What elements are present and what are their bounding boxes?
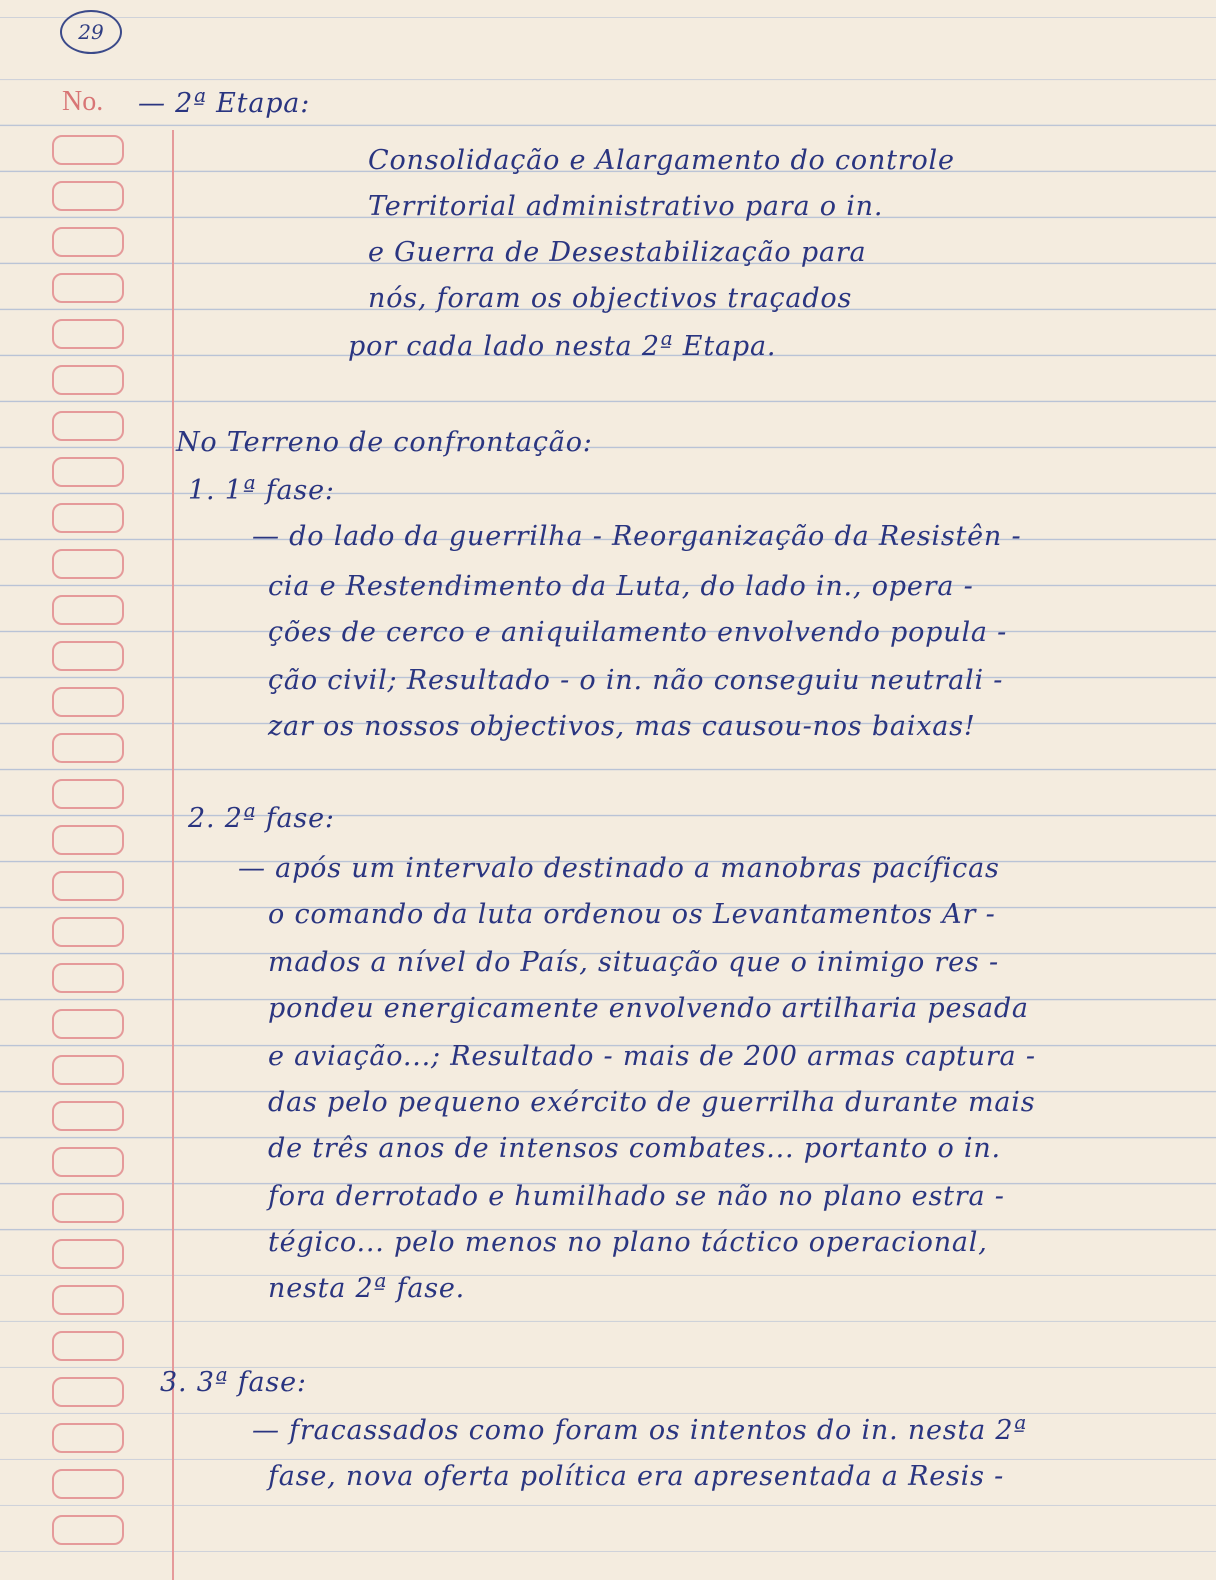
binding-hole	[52, 411, 124, 441]
text-line: nesta 2ª fase.	[268, 1273, 466, 1304]
binding-hole	[52, 825, 124, 855]
text-line: mados a nível do País, situação que o inimigo res -	[268, 947, 999, 978]
text-line: e aviação...; Resultado - mais de 200 armas captura -	[268, 1041, 1036, 1072]
binding-hole	[52, 549, 124, 579]
header-no-label: No.	[62, 86, 104, 117]
binding-hole	[52, 503, 124, 533]
page-number-circle: 29	[60, 10, 122, 54]
text-line: das pelo pequeno exército de guerrilha durante mais	[268, 1087, 1036, 1118]
binding-hole	[52, 319, 124, 349]
text-line: — após um intervalo destinado a manobras pacíficas	[238, 853, 1000, 884]
text-line: — fracassados como foram os intentos do in. nesta 2ª	[252, 1415, 1027, 1446]
phase-heading: 1. 1ª fase:	[188, 475, 335, 506]
binding-hole	[52, 1147, 124, 1177]
text-line: o comando da luta ordenou os Levantamentos Ar -	[268, 899, 996, 930]
binding-hole	[52, 457, 124, 487]
binding-hole	[52, 365, 124, 395]
binding-hole	[52, 687, 124, 717]
text-line: Territorial administrativo para o in.	[368, 191, 884, 222]
text-line: fase, nova oferta política era apresentada a Resis -	[268, 1461, 1005, 1492]
text-line: e Guerra de Desestabilização para	[368, 237, 867, 268]
margin-line	[172, 130, 174, 1580]
binding-hole	[52, 1009, 124, 1039]
text-line: de três anos de intensos combates... portanto o in.	[268, 1133, 1001, 1164]
binding-hole	[52, 1055, 124, 1085]
etapa-heading: — 2ª Etapa:	[138, 88, 311, 119]
binding-hole	[52, 733, 124, 763]
text-line: zar os nossos objectivos, mas causou-nos baixas!	[268, 711, 976, 742]
text-line: pondeu energicamente envolvendo artilharia pesada	[268, 993, 1029, 1024]
text-line: nós, foram os objectivos traçados	[368, 283, 853, 314]
binding-hole	[52, 1101, 124, 1131]
binding-hole	[52, 1469, 124, 1499]
binding-hole	[52, 273, 124, 303]
binding-hole	[52, 871, 124, 901]
phase-heading: 2. 2ª fase:	[188, 803, 335, 834]
text-line: ção civil; Resultado - o in. não conseguiu neutrali -	[268, 665, 1004, 696]
binding-hole	[52, 227, 124, 257]
binding-hole	[52, 917, 124, 947]
binding-hole	[52, 1331, 124, 1361]
binding-hole	[52, 963, 124, 993]
text-line: — do lado da guerrilha - Reorganização da Resistên -	[252, 521, 1022, 552]
binding-hole	[52, 181, 124, 211]
binding-hole	[52, 779, 124, 809]
phase-heading: 3. 3ª fase:	[160, 1367, 307, 1398]
text-line: ções de cerco e aniquilamento envolvendo popula -	[268, 617, 1008, 648]
binding-hole	[52, 1515, 124, 1545]
binding-hole	[52, 1377, 124, 1407]
binding-hole	[52, 1193, 124, 1223]
text-line: cia e Restendimento da Luta, do lado in., opera -	[268, 571, 974, 602]
text-line: Consolidação e Alargamento do controle	[368, 145, 955, 176]
binding-hole	[52, 1239, 124, 1269]
section-heading: No Terreno de confrontação:	[176, 427, 593, 458]
text-line: por cada lado nesta 2ª Etapa.	[348, 331, 777, 362]
binding-hole	[52, 595, 124, 625]
binding-hole	[52, 1285, 124, 1315]
text-line: tégico... pelo menos no plano táctico operacional,	[268, 1227, 988, 1258]
text-line: fora derrotado e humilhado se não no plano estra -	[268, 1181, 1005, 1212]
binding-hole	[52, 1423, 124, 1453]
binding-hole	[52, 641, 124, 671]
binding-hole	[52, 135, 124, 165]
